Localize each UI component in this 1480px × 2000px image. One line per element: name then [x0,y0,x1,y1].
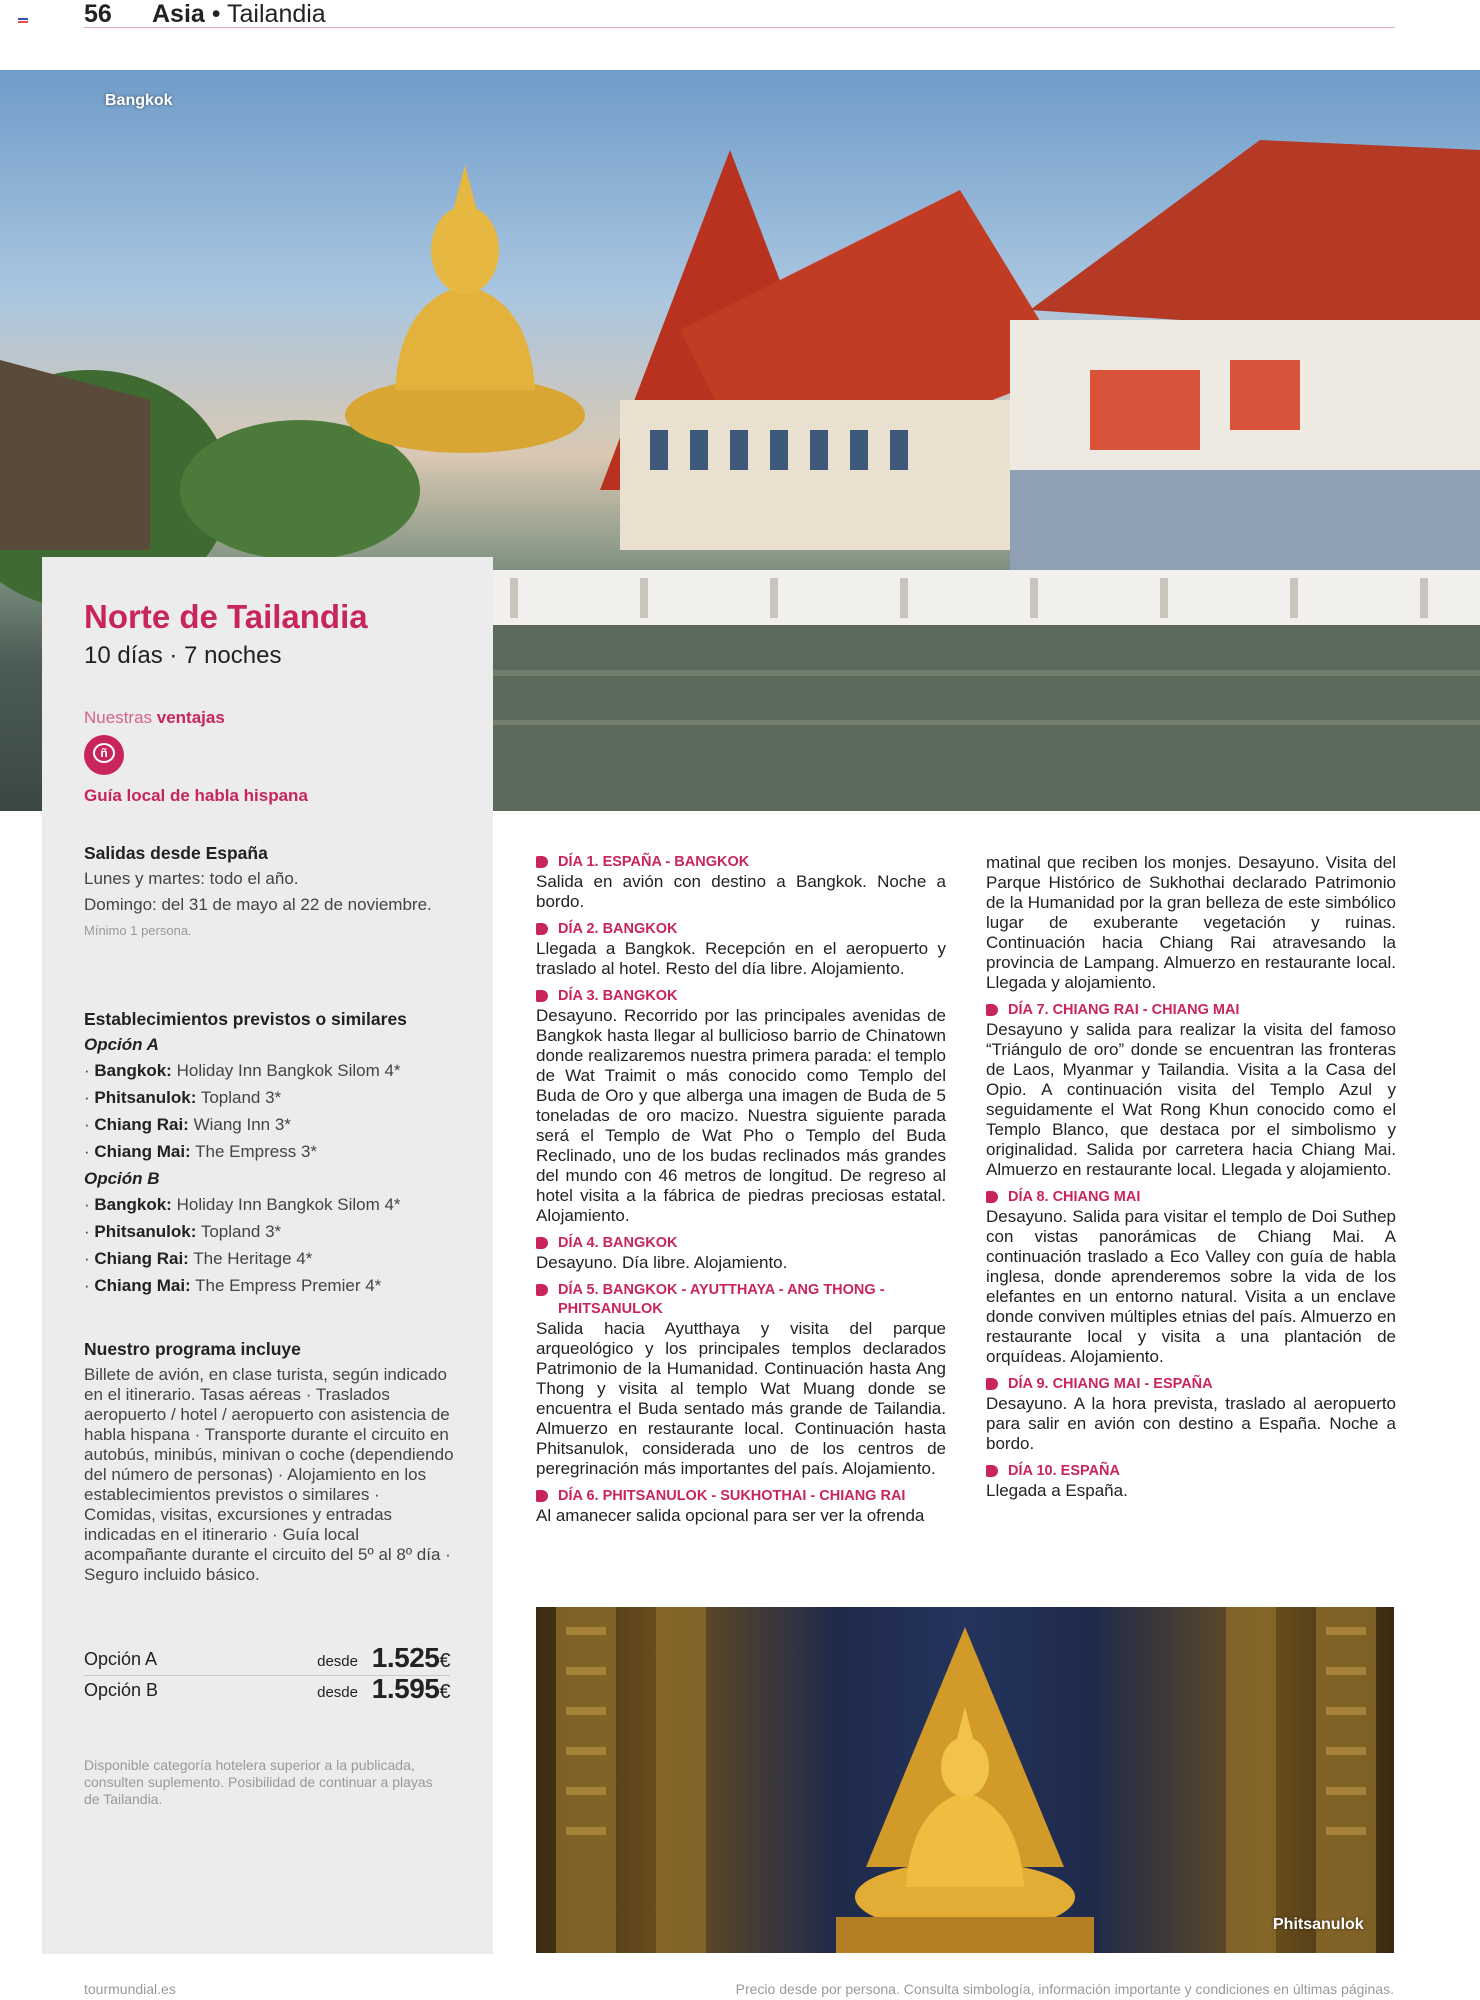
itinerary-day [986,1001,1396,1180]
itinerary-day [986,1375,1396,1454]
departures-line2: Domingo: del 31 de mayo al 22 de noviembre. [84,895,432,914]
website-link[interactable]: tourmundial.es [84,1981,176,1997]
day-text: Salida hacia Ayutthaya y visita del parque arqueológico y los principales templos declarados Patrimonio de la Humanidad. Continuación hasta Ang Thong y visita al templo Wat Muang donde se encuentra el Buda sentado más grande de Tailandia. Almuerzo en restaurante local. Continuación hasta Phitsanulok, considerada uno de los centros de peregrinación más importantes del país. Alojamiento. [536,1319,946,1478]
hotel-city: Phitsanulok: [94,1222,197,1241]
price-value: 1.595 [371,1673,440,1704]
temple-photo-label: Phitsanulok [1273,1916,1364,1933]
includes-section [84,1339,454,1591]
hotel-name: Holiday Inn Bangkok Silom 4* [176,1061,401,1080]
hotel-name: Holiday Inn Bangkok Silom 4* [176,1195,401,1214]
price-from: desde [317,1653,358,1670]
price-option: Opción A [84,1649,158,1669]
hotel-city: Chiang Rai: [94,1115,189,1134]
river-ripple [490,720,1480,725]
building-window-shape [1230,360,1300,430]
day-title: DÍA 5. BANGKOK - AYUTTHAYA - ANG THONG - PHITSANULOK [536,1281,946,1319]
hero-photo-label: Bangkok [105,92,173,109]
hotel-city: Chiang Mai: [94,1276,191,1295]
includes-text: Billete de avión, en clase turista, según indicado en el itinerario. Tasas aéreas · Traslados aeropuerto / hotel / aeropuerto con asistencia de habla hispana · Transporte durante el circuito en autobús, minibús, minivan o coche (dependiendo del número de personas) · Alojamiento en los establecimientos previstos o similares · Comidas, visitas, excursiones y entradas indicadas en el itinerario · Guía local acompañante durante el circuito del 5º al 8º día · Seguro incluido básico. [84,1365,454,1584]
hotel-name: The Empress Premier 4* [195,1276,382,1295]
day-text: Llegada a Bangkok. Recepción en el aeropuerto y traslado al hotel. Resto del día libre. Alojamiento. [536,939,946,978]
tour-duration: 10 días · 7 noches [84,642,282,669]
hotels-section [84,1009,464,1303]
day-title: DÍA 8. CHIANG MAI [986,1188,1396,1207]
hotel-city: Phitsanulok: [94,1088,197,1107]
day-text: Desayuno. Recorrido por las principales avenidas de Bangkok hasta llegar al bullicioso barrio de Chinatown donde realizaremos nuestra primera parada: el templo de Wat Traimit o más conocido como Templo del Buda de Oro y que alberga una imagen de Buda de 5 toneladas de oro macizo. Nuestra siguiente parada será el Templo de Wat Pho o Templo del Buda Reclinado, uno de los budas reclinados más grandes del mundo con 46 metros de longitud. De regreso al hotel visita a la fábrica de piedras preciosas estatal. Alojamiento. [536,1006,946,1225]
itinerary-day [536,987,946,1226]
day-text: Llegada a España. [986,1481,1128,1500]
day-title: DÍA 10. ESPAÑA [986,1462,1396,1481]
temple-wall-shape [620,400,1010,550]
day-title: DÍA 9. CHIANG MAI - ESPAÑA [986,1375,1396,1394]
price-note: Disponible categoría hotelera superior a la publicada, consulten suplemento. Posibilidad de continuar a playas de Tailandia. [84,1757,433,1807]
hotel-city: Bangkok: [94,1195,172,1214]
itinerary-day [536,920,946,979]
price-from: desde [317,1684,358,1701]
hotel-city: Bangkok: [94,1061,172,1080]
day-text: Desayuno. A la hora prevista, traslado al aeropuerto para salir en avión con destino a España. Noche a bordo. [986,1394,1396,1453]
price-amount [372,1673,450,1705]
hotel-item: · Chiang Mai: The Empress Premier 4* [84,1276,382,1295]
buddha-head-shape [431,206,499,294]
day-title: DÍA 7. CHIANG RAI - CHIANG MAI [986,1001,1396,1020]
buddha-head-shape [941,1737,989,1797]
day-title: DÍA 4. BANGKOK [536,1234,946,1253]
day-title: DÍA 1. ESPAÑA - BANGKOK [536,853,946,872]
itinerary-day [986,1188,1396,1367]
building-fence-shape [1010,470,1480,580]
advantage-label: Guía local de habla hispana [84,786,308,805]
hotel-city: Chiang Mai: [94,1142,191,1161]
building-window-shape [1090,370,1200,450]
buddha-crown-shape [452,165,478,215]
hotel-item: · Chiang Rai: Wiang Inn 3* [84,1115,291,1134]
speech-bubble-n-icon [84,735,124,775]
hotel-name: Topland 3* [200,1088,282,1107]
itinerary-day [536,1234,946,1273]
temple-illustration [536,1607,1394,1953]
day-text: Al amanecer salida opcional para ser ver la ofrenda [536,1506,925,1525]
page-number: 56 [84,0,112,28]
hotel-item: · Bangkok: Holiday Inn Bangkok Silom 4* [84,1061,401,1080]
river-ripple [490,670,1480,676]
itinerary-day [536,1487,946,1526]
departures-line1: Lunes y martes: todo el año. [84,869,299,888]
price-option: Opción B [84,1680,159,1700]
hotel-name: The Heritage 4* [193,1249,313,1268]
hotel-item: · Phitsanulok: Topland 3* [84,1088,282,1107]
hotel-item: · Bangkok: Holiday Inn Bangkok Silom 4* [84,1195,401,1214]
page-header [84,0,1395,28]
section-title [152,0,326,29]
includes-title: Nuestro programa incluye [84,1339,301,1359]
hotel-name: Topland 3* [200,1222,282,1241]
hotel-item: · Chiang Mai: The Empress 3* [84,1142,318,1161]
itinerary-day [986,1462,1396,1501]
option-a-label: Opción A [84,1035,159,1054]
country-label: Tailandia [227,0,326,28]
temple-photo-phitsanulok [536,1607,1394,1953]
minimum-persons: Mínimo 1 persona. [84,923,192,938]
hotel-name: Wiang Inn 3* [193,1115,291,1134]
day-text: Desayuno. Día libre. Alojamiento. [536,1253,788,1272]
hotel-item: · Phitsanulok: Topland 3* [84,1222,282,1241]
day-text: Desayuno y salida para realizar la visita del famoso “Triángulo de oro” donde se encuentran las fronteras de Laos, Myanmar y Tailandia. Visita a la Casa del Opio. A continuación visita del Templo Azul y seguidamente el Wat Rong Khun conocido como el Templo Blanco, que destaca por el simbolismo y originalidad. Salida por carretera hacia Chiang Mai. Almuerzo en restaurante local. Llegada y alojamiento. [986,1020,1396,1179]
region-label: Asia [152,0,205,28]
tour-title: Norte de Tailandia [84,598,368,635]
day-title: DÍA 6. PHITSANULOK - SUKHOTHAI - CHIANG RAI [536,1487,946,1506]
footer-disclaimer: Precio desde por persona. Consulta simbología, información importante y condiciones en últimas páginas. [735,1981,1394,1997]
price-currency: € [439,1650,450,1672]
building-roof-shape [1030,140,1480,340]
river-shape [490,625,1480,811]
balustrade-shape [490,570,1480,625]
day-title: DÍA 2. BANGKOK [536,920,946,939]
itinerary-day [536,1281,946,1479]
departures-section [84,843,464,947]
day-title: DÍA 3. BANGKOK [536,987,946,1006]
option-b-label: Opción B [84,1169,160,1188]
price-row-option-a [84,1644,450,1674]
itinerary-column-1 [536,853,946,1534]
day-continuation: matinal que reciben los monjes. Desayuno. Visita del Parque Histórico de Sukhothai declarado Patrimonio de la Humanidad por la gran belleza de este simbólico lugar de exuberante vegetación y ruinas. Continuación hacia Chiang Rai atravesando la provincia de Lampang. Almuerzo en restaurante local. Llegada y alojamiento. [986,853,1396,992]
itinerary-day [536,853,946,912]
departures-title: Salidas desde España [84,843,268,863]
price-amount [372,1642,450,1674]
day-text: Desayuno. Salida para visitar el templo de Doi Suthep con vistas panorámicas de Chiang Mai. A continuación traslado a Eco Valley con guía de habla inglesa, donde aprenderemos sobre la vida de los elefantes en un entorno natural. Visita a un enclave donde conviven múltiples etnias del país. Almuerzo en restaurante local y visita a una plantación de orquídeas. Alojamiento. [986,1207,1396,1366]
hotel-name: The Empress 3* [195,1142,318,1161]
price-currency: € [439,1681,450,1703]
advantages-heading [84,708,225,728]
speech-bubble-glyph: ñ [93,743,115,763]
altar-shape [836,1917,1094,1953]
advantages-prefix: Nuestras [84,708,153,727]
buddha-body-shape [395,285,535,390]
hotel-city: Chiang Rai: [94,1249,189,1268]
price-value: 1.525 [371,1642,440,1673]
itinerary-column-2 [986,853,1396,1509]
day-text: Salida en avión con destino a Bangkok. Noche a bordo. [536,872,946,911]
spain-flag-icon [18,18,28,25]
hotels-title: Establecimientos previstos o similares [84,1009,407,1029]
separator: • [211,0,221,28]
price-row-option-b [84,1675,450,1705]
advantages-word: ventajas [156,708,225,727]
hotel-item: · Chiang Rai: The Heritage 4* [84,1249,313,1268]
